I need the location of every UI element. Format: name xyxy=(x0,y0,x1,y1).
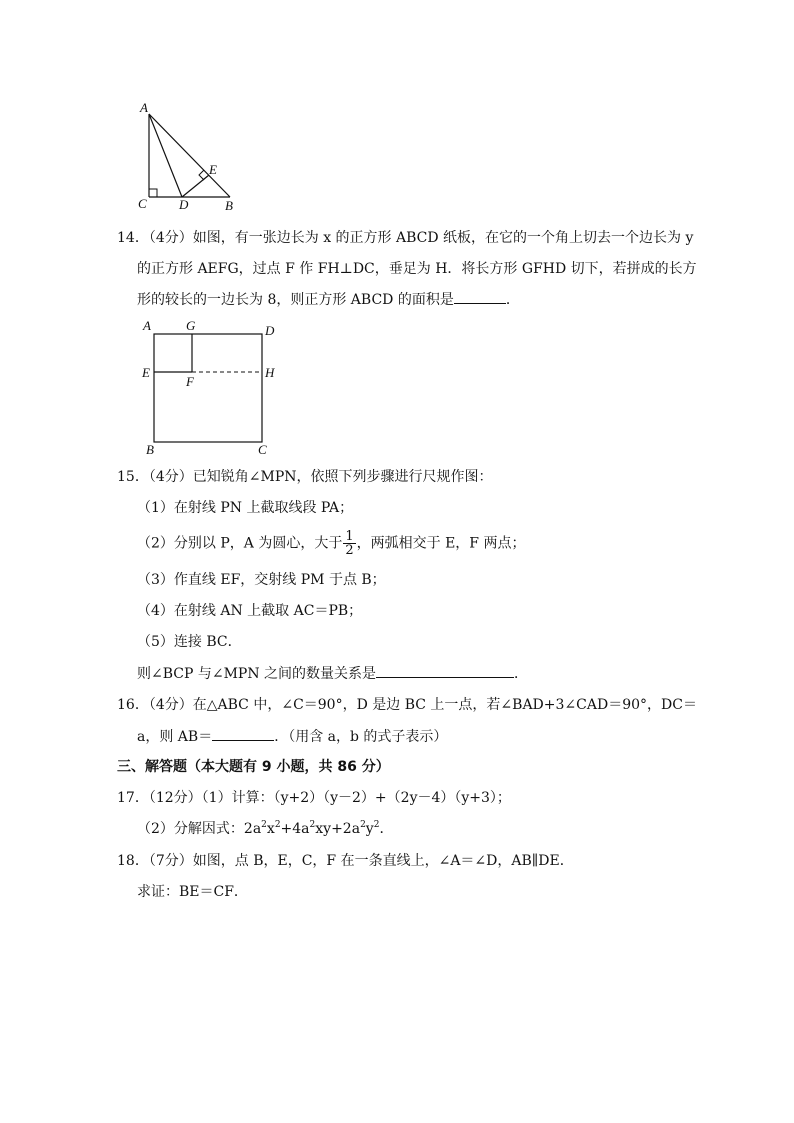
q15-step5: （5）连接 BC． xyxy=(137,634,242,650)
q14-line2: 的正方形 AEFG，过点 F 作 FH⊥DC，垂足为 H．将长方形 GFHD 切下，若拼成的长方 xyxy=(137,261,697,277)
q16-line1 xyxy=(117,695,697,715)
section-3-heading: 三、解答题（本大题有 9 小题，共 86 分） xyxy=(117,759,390,775)
q14-number: 14． xyxy=(117,230,149,246)
q15-points: （4分） xyxy=(148,469,193,485)
figure-q14-square xyxy=(138,316,283,462)
q17-points: （12分） xyxy=(148,790,202,806)
q16-number: 16． xyxy=(117,697,149,713)
label-C: C xyxy=(258,442,267,457)
q15-answer-blank[interactable] xyxy=(376,663,514,678)
q15-fraction xyxy=(343,530,355,557)
q16-text-a: a，则 AB＝ xyxy=(137,729,213,745)
q17-number: 17． xyxy=(117,790,149,806)
q14-answer-blank[interactable] xyxy=(454,289,506,304)
exponent: 2 xyxy=(373,820,380,830)
fraction-numerator: 1 xyxy=(345,529,354,544)
q15-step3: （3）作直线 EF，交射线 PM 于点 B； xyxy=(137,572,386,588)
figure-q13-triangle xyxy=(130,98,250,216)
label-E: E xyxy=(142,365,150,380)
q15-number: 15． xyxy=(117,469,149,485)
q18-text: 如图，点 B，E，C，F 在一条直线上，∠A＝∠D，AB∥DE． xyxy=(192,853,574,869)
label-E: E xyxy=(209,162,217,177)
exponent: 2 xyxy=(360,820,366,830)
q14-text-line3: 形的较长的一边长为 8，则正方形 ABCD 的面积是 xyxy=(137,292,454,308)
q18-points: （7分） xyxy=(148,853,193,869)
segment-AB xyxy=(149,114,230,197)
q15-conclusion xyxy=(137,663,528,684)
q17-part2-f: ． xyxy=(379,821,394,837)
q15-step2 xyxy=(137,530,525,557)
label-C: C xyxy=(138,196,147,211)
label-B: B xyxy=(146,442,154,457)
exponent: 2 xyxy=(274,820,281,830)
label-B: B xyxy=(225,198,233,213)
q15-step4: （4）在射线 AN 上截取 AC＝PB； xyxy=(137,603,363,619)
exponent: 2 xyxy=(261,820,267,830)
q14-points: （4分） xyxy=(148,230,193,246)
q14-line3 xyxy=(137,289,520,310)
label-H: H xyxy=(265,365,275,380)
label-F: F xyxy=(186,374,194,389)
q16-points: （4分） xyxy=(148,697,193,713)
label-G: G xyxy=(186,318,196,333)
q17-part2-b: x xyxy=(266,821,275,837)
q15-intro xyxy=(117,467,492,487)
q16-text-line1: 在△ABC 中，∠C＝90°，D 是边 BC 上一点，若∠BAD+3∠CAD＝90°，DC＝ xyxy=(192,697,697,713)
q15-period: ． xyxy=(514,666,529,682)
q18-line2: 求证：BE＝CF． xyxy=(137,884,248,900)
q17-part2-a: （2）分解因式：2a xyxy=(137,821,262,837)
segment-AD xyxy=(149,114,182,197)
q17-part2-e: y xyxy=(365,821,374,837)
q17-part1-line xyxy=(117,788,511,808)
right-angle-mark-E xyxy=(199,170,204,180)
q17-part2-c: +4a xyxy=(280,821,310,837)
q14-text-line1: 如图，有一张边长为 x 的正方形 ABCD 纸板，在它的一个角上切去一个边长为 y xyxy=(192,230,694,246)
q15-step1: （1）在射线 PN 上截取线段 PA； xyxy=(137,500,354,516)
right-angle-mark-C xyxy=(149,189,157,197)
label-D: D xyxy=(265,323,275,338)
q16-line2 xyxy=(137,726,447,747)
q15-conclusion-text: 则∠BCP 与∠MPN 之间的数量关系是 xyxy=(137,666,377,682)
q15-step2-text-a: （2）分别以 P，A 为圆心，大于 xyxy=(137,535,343,552)
q17-part2 xyxy=(137,819,393,839)
q14-line1 xyxy=(117,228,693,248)
q16-answer-blank[interactable] xyxy=(212,726,274,741)
q14-period: ． xyxy=(505,292,520,308)
q18-number: 18． xyxy=(117,853,149,869)
label-A: A xyxy=(143,318,151,333)
q16-text-b: ．（用含 a，b 的式子表示） xyxy=(274,729,448,745)
q17-part1: （1）计算：（y+2）（y－2）+（2y－4）（y+3）； xyxy=(201,790,511,806)
square-ABCD xyxy=(154,334,262,442)
label-D: D xyxy=(179,197,189,212)
q15-step2-text-b: ，两弧相交于 E，F 两点； xyxy=(356,535,526,552)
fraction-denominator: 2 xyxy=(345,543,354,558)
label-A: A xyxy=(140,100,148,115)
q18-line1 xyxy=(117,851,574,871)
exponent: 2 xyxy=(309,820,316,830)
q15-text: 已知锐角∠MPN，依照下列步骤进行尺规作图： xyxy=(192,469,493,485)
segment-DE xyxy=(182,175,209,197)
q17-part2-d: xy+2a xyxy=(315,821,361,837)
